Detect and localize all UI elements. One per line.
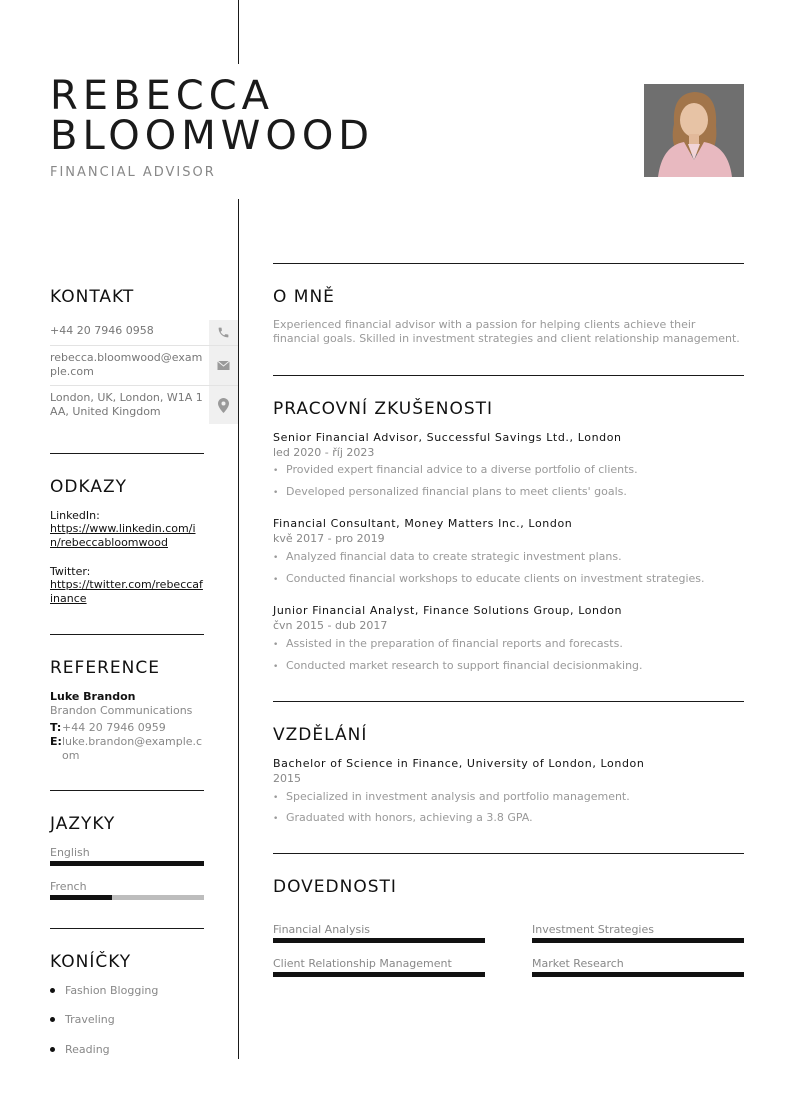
bullet-dot xyxy=(50,988,55,993)
language-level-fill xyxy=(50,895,112,900)
skills-section-title: DOVEDNOSTI xyxy=(273,877,397,897)
links-section-title: ODKAZY xyxy=(50,477,127,497)
reference-email-label: E: xyxy=(50,735,62,748)
contact-email[interactable]: rebecca.bloomwood@example.com xyxy=(50,351,203,378)
section-divider xyxy=(50,928,204,929)
section-divider xyxy=(273,701,744,702)
languages-section-title: JAZYKY xyxy=(50,814,116,834)
hobby-item xyxy=(50,984,158,997)
reference-section-title: REFERENCE xyxy=(50,658,160,678)
job-dates: čvn 2015 - dub 2017 xyxy=(273,619,388,632)
job-bullet: • Analyzed financial data to create strategic investment plans. xyxy=(273,550,622,563)
reference-phone-label: T: xyxy=(50,721,62,734)
skill-level-fill xyxy=(532,938,744,943)
job-heading: Financial Consultant, Money Matters Inc., London xyxy=(273,517,573,530)
reference-phone[interactable]: +44 20 7946 0959 xyxy=(62,721,166,734)
hobbies-section-title: KONÍČKY xyxy=(50,952,132,972)
job-bullet: • Developed personalized financial plans to meet clients' goals. xyxy=(273,485,627,498)
contact-phone[interactable]: +44 20 7946 0958 xyxy=(50,324,154,337)
name-line-last: BLOOMWOOD xyxy=(50,113,375,159)
skill-name: Financial Analysis xyxy=(273,923,370,936)
education-section-title: VZDĚLÁNÍ xyxy=(273,725,368,745)
language-name-english: English xyxy=(50,846,90,859)
about-text: Experienced financial advisor with a passion for helping clients achieve their financial goals. Skilled in investment strategies and client relationship management. xyxy=(273,318,740,345)
skill-level-fill xyxy=(532,972,744,977)
hobby-label: Fashion Blogging xyxy=(65,984,159,997)
hobby-label: Reading xyxy=(65,1043,110,1056)
job-bullet: • Conducted financial workshops to educate clients on investment strategies. xyxy=(273,572,705,585)
name-line-first: REBECCA xyxy=(50,73,275,119)
twitter-label: Twitter: xyxy=(50,565,91,578)
skill-level-fill xyxy=(273,938,485,943)
twitter-link[interactable]: https://twitter.com/rebeccafinance xyxy=(50,578,203,605)
envelope-icon xyxy=(209,346,238,385)
education-year: 2015 xyxy=(273,772,301,785)
job-bullet: • Provided expert financial advice to a diverse portfolio of clients. xyxy=(273,463,638,476)
bullet-dot xyxy=(50,1047,55,1052)
experience-section-title: PRACOVNÍ ZKUŠENOSTI xyxy=(273,399,494,419)
reference-phone-line xyxy=(50,721,204,735)
education-bullet: • Graduated with honors, achieving a 3.8 GPA. xyxy=(273,811,533,824)
section-divider xyxy=(50,634,204,635)
contact-address: London, UK, London, W1A 1AA, United Kingdom xyxy=(50,391,203,418)
hobby-item xyxy=(50,1013,115,1026)
hobby-label: Traveling xyxy=(65,1013,115,1026)
reference-company: Brandon Communications xyxy=(50,704,193,717)
contact-address-row xyxy=(50,386,238,424)
phone-icon xyxy=(209,320,238,345)
section-divider xyxy=(50,790,204,791)
skill-level-bar xyxy=(532,938,744,943)
job-title: FINANCIAL ADVISOR xyxy=(50,165,216,180)
reference-email-line xyxy=(50,735,204,763)
job-bullet: • Conducted market research to support financial decisionmaking. xyxy=(273,659,643,672)
job-heading: Senior Financial Advisor, Successful Savings Ltd., London xyxy=(273,431,622,444)
skill-level-bar xyxy=(273,972,485,977)
skill-name: Market Research xyxy=(532,957,624,970)
job-bullet: • Assisted in the preparation of financial reports and forecasts. xyxy=(273,637,623,650)
candidate-name xyxy=(50,73,375,159)
job-dates: kvě 2017 - pro 2019 xyxy=(273,532,385,545)
education-degree: Bachelor of Science in Finance, University of London, London xyxy=(273,757,645,770)
linkedin-link[interactable]: https://www.linkedin.com/in/rebeccabloomwood xyxy=(50,522,196,549)
language-name-french: French xyxy=(50,880,87,893)
divider-vertical xyxy=(238,199,239,1059)
language-level-bar-english xyxy=(50,861,204,866)
skill-name: Investment Strategies xyxy=(532,923,654,936)
language-level-fill xyxy=(50,861,204,866)
reference-email[interactable]: luke.brandon@example.com xyxy=(62,735,203,762)
bullet-dot xyxy=(50,1017,55,1022)
job-dates: led 2020 - říj 2023 xyxy=(273,446,375,459)
job-heading: Junior Financial Analyst, Finance Solutions Group, London xyxy=(273,604,623,617)
divider-vertical-top xyxy=(238,0,239,64)
contact-email-row xyxy=(50,346,238,386)
reference-name: Luke Brandon xyxy=(50,690,136,703)
section-divider xyxy=(273,375,744,376)
contact-phone-row xyxy=(50,320,238,346)
skill-level-fill xyxy=(273,972,485,977)
profile-photo xyxy=(644,84,744,177)
language-level-bar-french xyxy=(50,895,204,900)
skill-level-bar xyxy=(273,938,485,943)
hobby-item xyxy=(50,1043,110,1056)
location-pin-icon xyxy=(209,386,238,424)
skill-name: Client Relationship Management xyxy=(273,957,452,970)
linkedin-label: LinkedIn: xyxy=(50,509,100,522)
contact-section-title: KONTAKT xyxy=(50,287,135,307)
section-divider xyxy=(50,453,204,454)
section-divider xyxy=(273,263,744,264)
education-bullet: • Specialized in investment analysis and portfolio management. xyxy=(273,790,630,803)
section-divider xyxy=(273,853,744,854)
about-section-title: O MNĚ xyxy=(273,287,335,307)
skill-level-bar xyxy=(532,972,744,977)
